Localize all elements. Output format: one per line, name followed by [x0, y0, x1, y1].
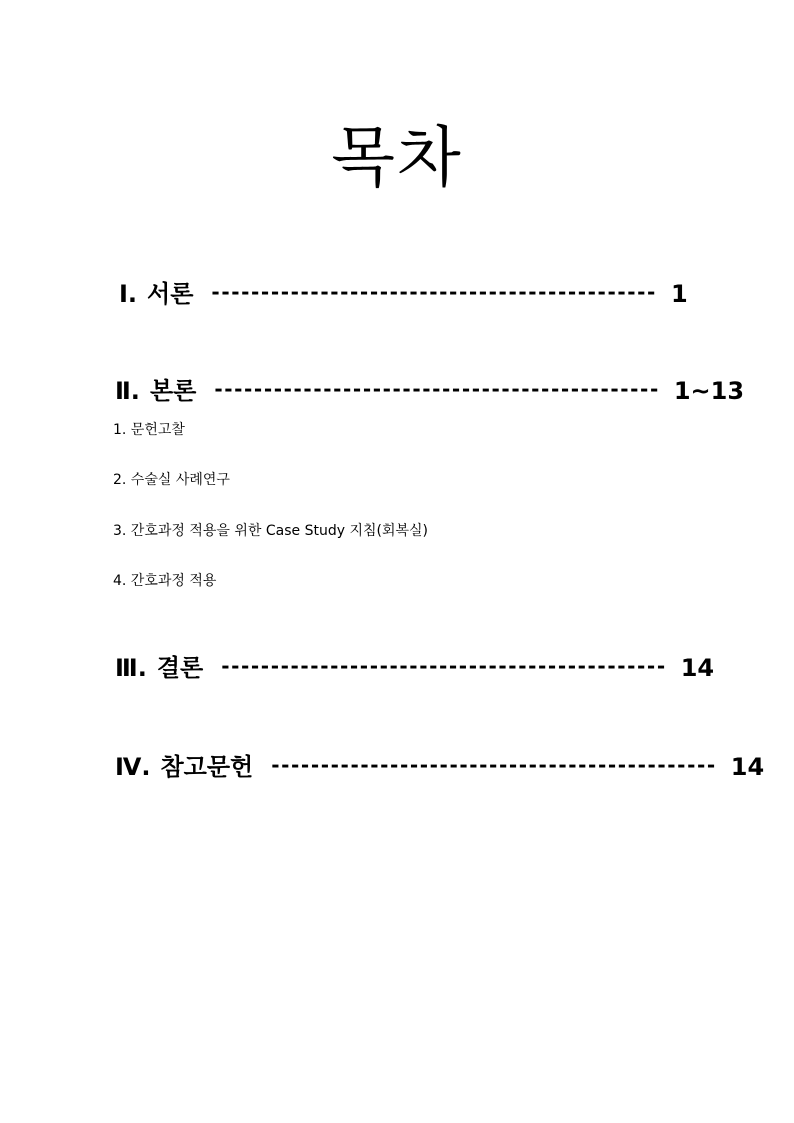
toc-label: 서론	[147, 280, 194, 308]
toc-page-number: 1	[670, 280, 688, 308]
toc-leader: ---------------------------------------------	[214, 377, 660, 401]
toc-page-number: 14	[730, 753, 765, 781]
toc-leader: ---------------------------------------------	[271, 753, 717, 777]
toc-numeral: Ⅲ.	[115, 654, 147, 682]
toc-leader: ---------------------------------------------	[221, 654, 667, 678]
toc-entry-introduction	[119, 280, 688, 309]
toc-subitem: 2. 수술실 사례연구	[113, 472, 230, 488]
toc-subitem: 1. 문헌고찰	[113, 422, 185, 438]
toc-numeral: Ⅳ.	[115, 753, 151, 781]
toc-page-number: 1~13	[673, 377, 745, 405]
page-title: 목차	[331, 119, 463, 196]
toc-numeral: Ⅰ.	[119, 280, 138, 308]
toc-label: 참고문헌	[160, 753, 254, 781]
toc-subitem: 4. 간호과정 적용	[113, 573, 217, 589]
toc-subitem: 3. 간호과정 적용을 위한 Case Study 지침(회복실)	[113, 523, 429, 539]
toc-label: 결론	[156, 654, 204, 682]
toc-entry-references	[115, 753, 765, 782]
toc-numeral: Ⅱ.	[115, 377, 140, 405]
toc-leader: ---------------------------------------------	[211, 280, 657, 304]
toc-page-number: 14	[680, 654, 715, 682]
toc-entry-body	[115, 377, 745, 406]
toc-entry-conclusion	[115, 654, 715, 683]
toc-label: 본론	[149, 377, 197, 405]
